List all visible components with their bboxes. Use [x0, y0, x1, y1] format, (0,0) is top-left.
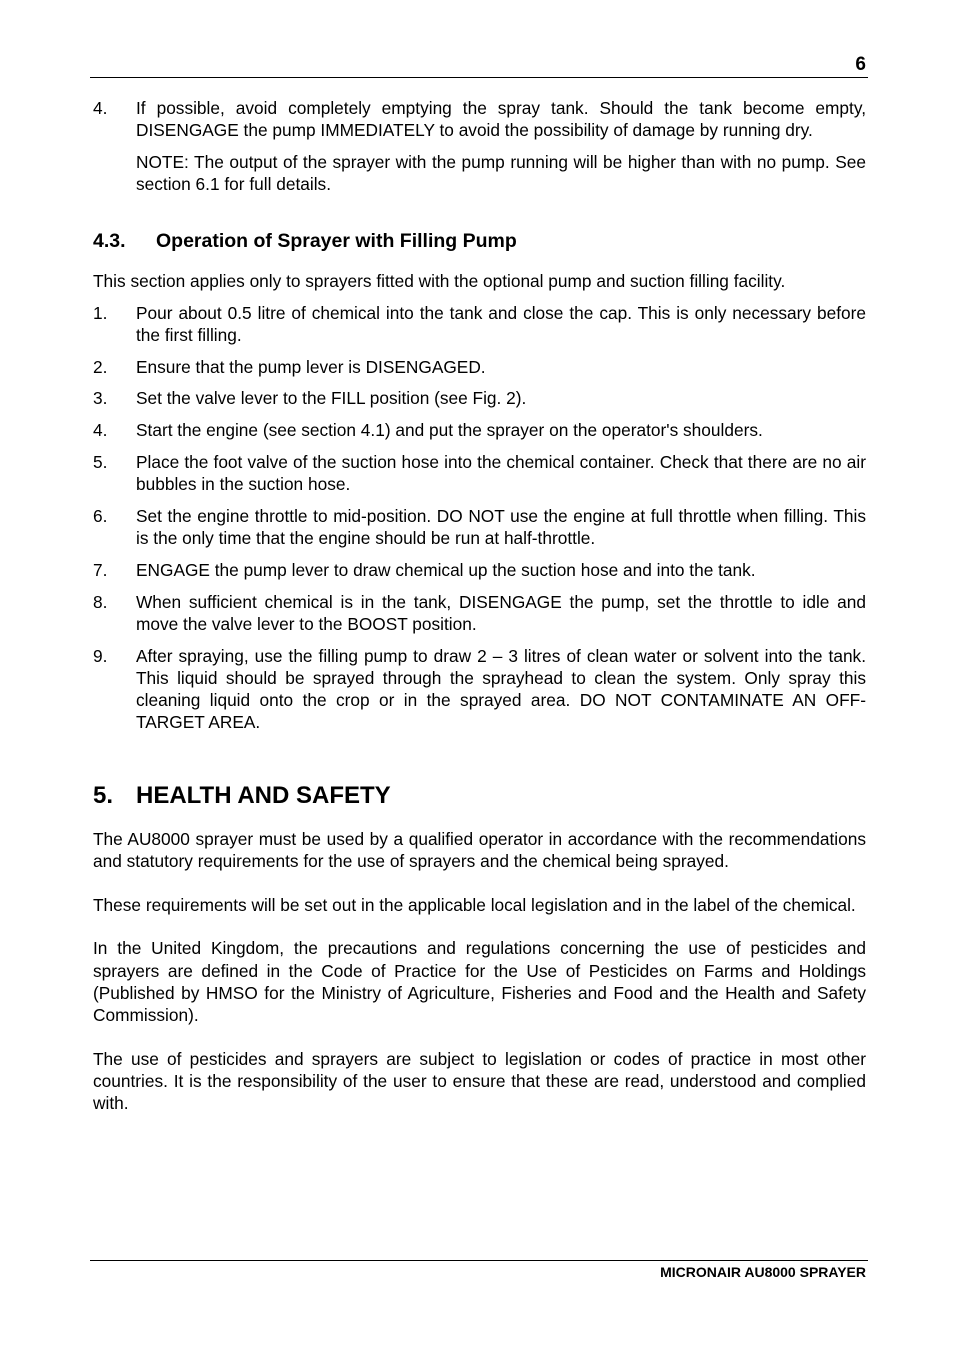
list-item-text: ENGAGE the pump lever to draw chemical up the suction hose and into the tank. [136, 560, 756, 580]
list-item-number: 5. [93, 452, 108, 472]
footer-title: MICRONAIR AU8000 SPRAYER [660, 1264, 866, 1280]
list-item-number: 2. [93, 356, 108, 377]
section-title: HEALTH AND SAFETY [136, 781, 391, 809]
list-item [93, 451, 866, 495]
list-item-text: Set the engine throttle to mid-position. DO NOT use the engine at full throttle when filling. This is the only time that the engine should be run at half-throttle. [136, 506, 866, 549]
list-item-text: After spraying, use the filling pump to draw 2 – 3 litres of clean water or solvent into the tank. This liquid should be sprayed through the sprayhead to clean the system. Only spray this cleaning liquid onto the crop or in the sprayed area. DO NOT CONTAMINATE AN OFF-TARGET AREA. [136, 645, 866, 733]
section-number: 4.3. [93, 230, 126, 253]
list-item [93, 505, 866, 549]
list-item-number: 9. [93, 645, 108, 666]
page-number: 6 [855, 54, 866, 75]
section-heading-4-3 [93, 229, 866, 253]
body-paragraph: The use of pesticides and sprayers are subject to legislation or codes of practice in most other countries. It is the responsibility of the user to ensure that these are read, understood and complied with. [93, 1048, 866, 1114]
list-item [93, 387, 866, 409]
list-item-text: Start the engine (see section 4.1) and put the sprayer on the operator's shoulders. [136, 420, 763, 441]
section-heading-5 [93, 781, 866, 811]
body-paragraph: These requirements will be set out in the applicable local legislation and in the label of the chemical. [93, 894, 856, 915]
list-item [93, 591, 866, 635]
list-item-text: If possible, avoid completely emptying the spray tank. Should the tank become empty, DISENGAGE the pump IMMEDIATELY to avoid the possibility of damage by running dry. [136, 98, 866, 141]
pump-output-note: NOTE: The output of the sprayer with the pump running will be higher than with no pump. See section 6.1 for full details. [136, 152, 866, 195]
list-item-text: Pour about 0.5 litre of chemical into the tank and close the cap. This is only necessary before the first filling. [136, 302, 866, 345]
list-item-number: 1. [93, 302, 108, 323]
list-item-number: 3. [93, 388, 108, 409]
list-item-number: 6. [93, 506, 108, 526]
list-item [93, 559, 866, 581]
list-item-text: Set the valve lever to the FILL position (see Fig. 2). [136, 388, 527, 409]
filling-steps-list [93, 302, 866, 734]
list-item [93, 302, 866, 346]
list-item [93, 356, 866, 378]
list-item [93, 645, 866, 734]
list-item-text: Ensure that the pump lever is DISENGAGED. [136, 356, 486, 377]
footer-rule [90, 1260, 868, 1261]
list-item [93, 97, 866, 141]
list-item-text: Place the foot valve of the suction hose into the chemical container. Check that there are no air bubbles in the suction hose. [136, 452, 866, 495]
section-intro: This section applies only to sprayers fitted with the optional pump and suction filling facility. [93, 271, 786, 292]
body-paragraph: The AU8000 sprayer must be used by a qualified operator in accordance with the recommendations and statutory requirements for the use of sprayers and the chemical being sprayed. [93, 828, 866, 871]
list-item-number: 4. [93, 420, 108, 441]
list-item-text: When sufficient chemical is in the tank, DISENGAGE the pump, set the throttle to idle and move the valve lever to the BOOST position. [136, 591, 866, 634]
list-item [93, 419, 866, 441]
section-title: Operation of Sprayer with Filling Pump [156, 230, 517, 253]
page-content [93, 97, 866, 1114]
section-number: 5. [93, 781, 114, 809]
list-item-number: 8. [93, 591, 108, 612]
list-item-number: 7. [93, 560, 108, 580]
header-rule [90, 77, 868, 78]
list-item-number: 4. [93, 98, 108, 118]
body-paragraph: In the United Kingdom, the precautions and regulations concerning the use of pesticides and sprayers are defined in the Code of Practice for the Use of Pesticides on Farms and Holdings (Published by HMSO for the Ministry of Agriculture, Fisheries and Food and the Health and Safety Commission). [93, 938, 866, 1026]
